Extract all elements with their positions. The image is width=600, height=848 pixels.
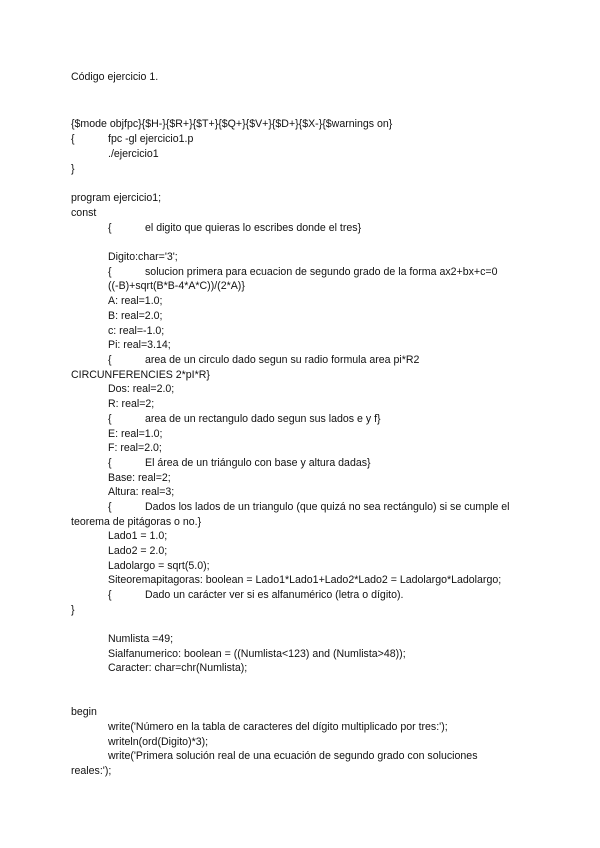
const-f: F: real=2.0; <box>108 442 162 454</box>
const-b: B: real=2.0; <box>108 310 163 322</box>
const-e: E: real=1.0; <box>108 428 163 440</box>
const-r: R: real=2; <box>108 398 155 410</box>
statement-write-2-cont: reales:'); <box>71 765 112 777</box>
statement-write-1: write('Número en la tabla de caracteres del dígito multiplicado por tres:'); <box>108 721 448 733</box>
statement-write-2: write('Primera solución real de una ecuación de segundo grado con soluciones <box>108 750 478 762</box>
const-keyword: const <box>71 207 97 219</box>
comment-alfanumerico: Dado un carácter ver si es alfanumérico (letra o dígito). <box>145 589 404 601</box>
comment-brace: { <box>108 354 112 366</box>
const-lado2: Lado2 = 2.0; <box>108 545 168 557</box>
document-title: Código ejercicio 1. <box>71 71 159 83</box>
const-numlista: Numlista =49; <box>108 633 174 645</box>
const-c: c: real=-1.0; <box>108 325 165 337</box>
comment-brace: { <box>108 413 112 425</box>
comment-triangulo: El área de un triángulo con base y altura dadas} <box>145 457 371 469</box>
const-a: A: real=1.0; <box>108 295 163 307</box>
comment-circunferencia: CIRCUNFERENCIES 2*pI*R} <box>71 369 210 381</box>
comment-ecuacion: solucion primera para ecuacion de segundo grado de la forma ax2+bx+c=0 <box>145 266 498 278</box>
comment-pitagoras-cont: teorema de pitágoras o no.} <box>71 516 202 528</box>
comment-rectangulo: area de un rectangulo dado segun sus lados e y f} <box>145 413 381 425</box>
comment-brace: { <box>108 501 112 513</box>
const-caracter: Caracter: char=chr(Numlista); <box>108 662 248 674</box>
begin-keyword: begin <box>71 706 97 718</box>
const-pi: Pi: real=3.14; <box>108 339 171 351</box>
statement-writeln: writeln(ord(Digito)*3); <box>108 736 209 748</box>
compile-command: fpc -gl ejercicio1.p <box>108 133 194 145</box>
comment-circulo: area de un circulo dado segun su radio formula area pi*R2 <box>145 354 420 366</box>
const-siteorema: Siteoremapitagoras: boolean = Lado1*Lado1+Lado2*Lado2 = Ladolargo*Ladolargo; <box>108 574 502 586</box>
const-altura: Altura: real=3; <box>108 486 175 498</box>
comment-digito: el digito que quieras lo escribes donde el tres} <box>145 222 362 234</box>
comment-brace: { <box>108 266 112 278</box>
comment-open-brace: { <box>71 133 75 145</box>
comment-brace: { <box>108 589 112 601</box>
const-lado1: Lado1 = 1.0; <box>108 530 168 542</box>
compiler-directives: {$mode objfpc}{$H-}{$R+}{$T+}{$Q+}{$V+}{$D+}{$X-}{$warnings on} <box>71 118 393 130</box>
run-command: ./ejercicio1 <box>108 148 159 160</box>
const-sialfanumerico: Sialfanumerico: boolean = ((Numlista<123) and (Numlista>48)); <box>108 648 406 660</box>
const-base: Base: real=2; <box>108 472 171 484</box>
comment-pitagoras: Dados los lados de un triangulo (que quizá no sea rectángulo) si se cumple el <box>145 501 510 513</box>
program-declaration: program ejercicio1; <box>71 192 162 204</box>
const-digito: Digito:char='3'; <box>108 251 178 263</box>
const-ladolargo: Ladolargo = sqrt(5.0); <box>108 560 210 572</box>
comment-formula: ((-B)+sqrt(B*B-4*A*C))/(2*A)} <box>108 280 245 292</box>
comment-brace: { <box>108 222 112 234</box>
comment-close-brace: } <box>71 163 75 175</box>
comment-close-brace: } <box>71 604 75 616</box>
const-dos: Dos: real=2.0; <box>108 383 175 395</box>
comment-brace: { <box>108 457 112 469</box>
